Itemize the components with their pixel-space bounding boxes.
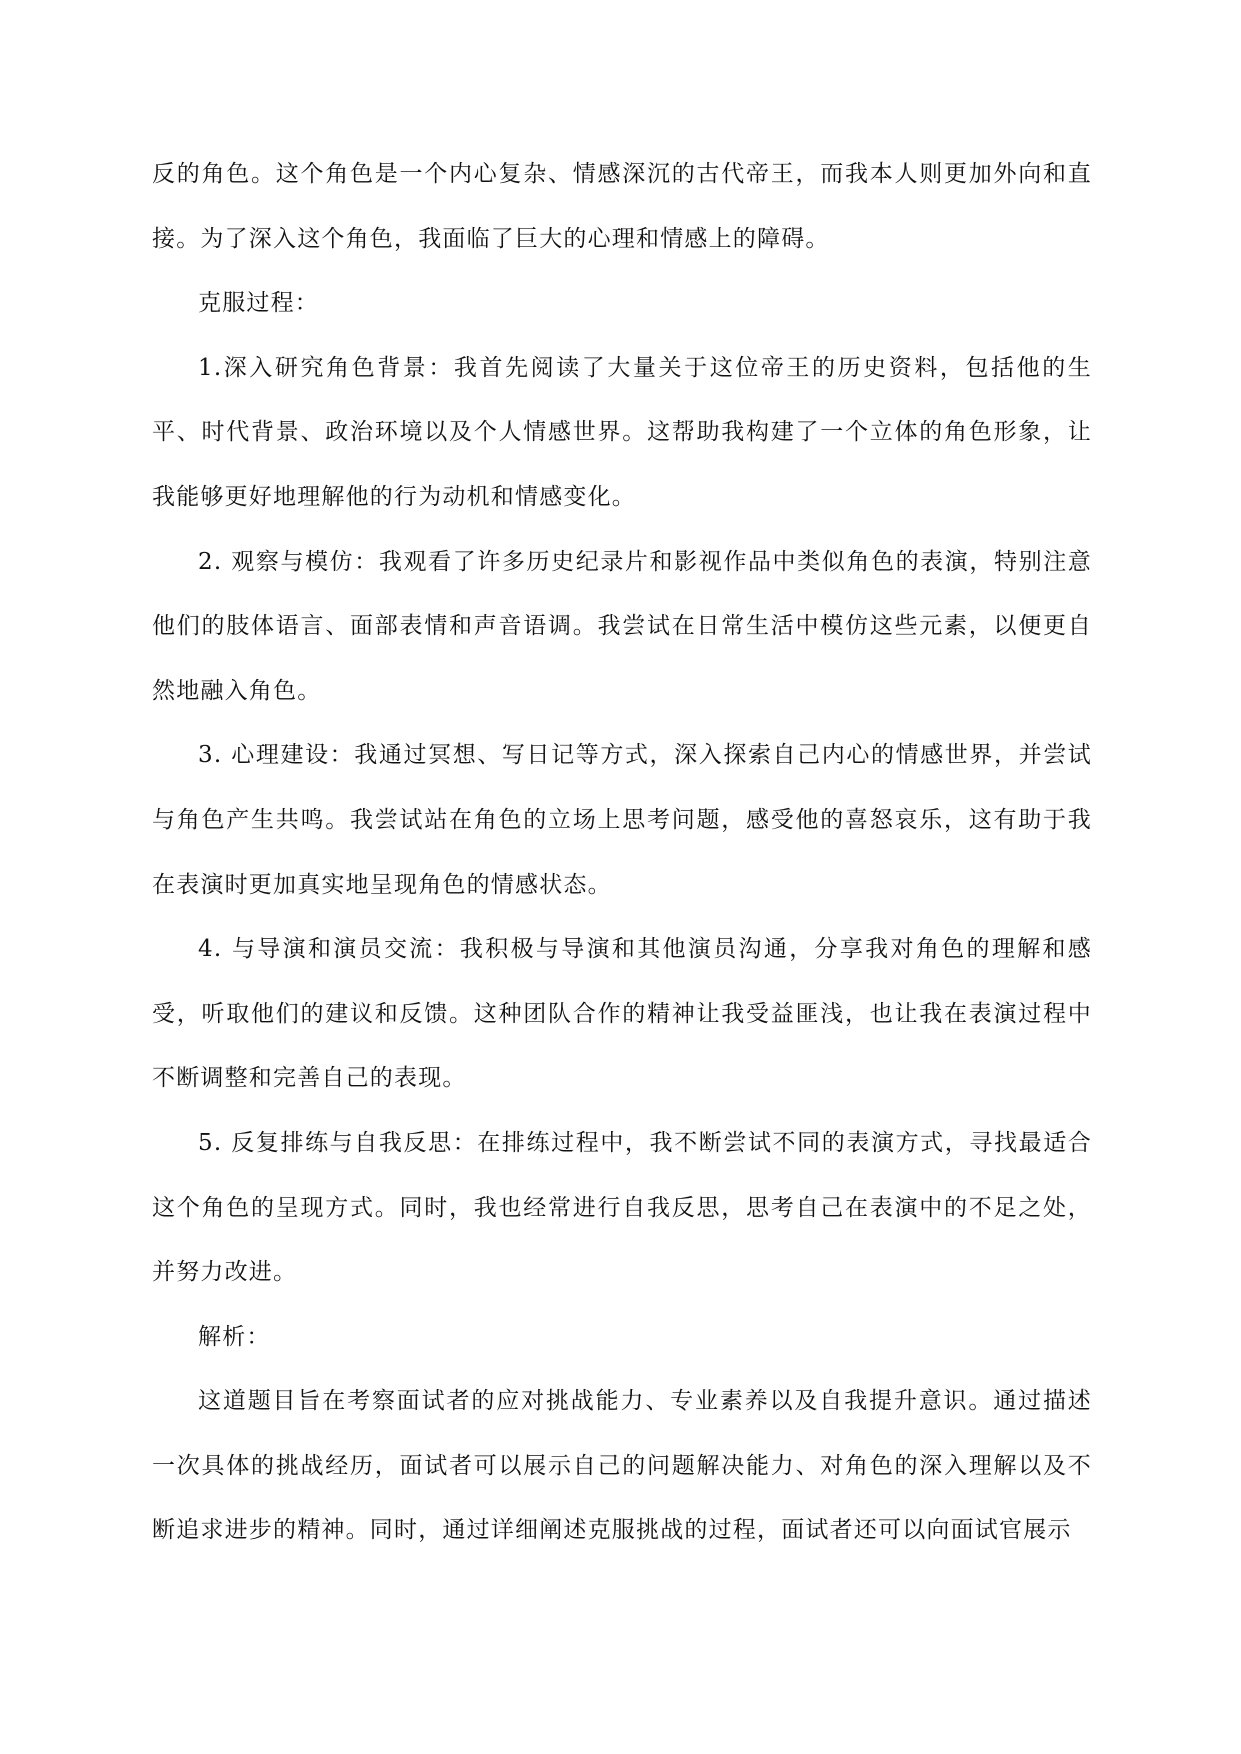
list-item-1: 1.深入研究角色背景：我首先阅读了大量关于这位帝王的历史资料，包括他的生平、时代背景、政治环境以及个人情感世界。这帮助我构建了一个立体的角色形象，让我能够更好地理解他的行为动机和情感变化。 xyxy=(152,354,1092,510)
paragraph-continuation: 反的角色。这个角色是一个内心复杂、情感深沉的古代帝王，而我本人则更加外向和直接。为了深入这个角色，我面临了巨大的心理和情感上的障碍。 xyxy=(152,161,1092,252)
section-heading-overcoming-process: 克服过程： xyxy=(198,290,319,317)
section-heading-analysis: 解析： xyxy=(198,1323,271,1350)
document-body xyxy=(152,142,1092,1563)
list-item-2: 2. 观察与模仿：我观看了许多历史纪录片和影视作品中类似角色的表演，特别注意他们的肢体语言、面部表情和声音语调。我尝试在日常生活中模仿这些元素，以便更自然地融入角色。 xyxy=(152,548,1092,704)
list-item-5: 5. 反复排练与自我反思：在排练过程中，我不断尝试不同的表演方式，寻找最适合这个角色的呈现方式。同时，我也经常进行自我反思，思考自己在表演中的不足之处，并努力改进。 xyxy=(152,1129,1092,1286)
analysis-paragraph: 这道题目旨在考察面试者的应对挑战能力、专业素养以及自我提升意识。通过描述一次具体的挑战经历，面试者可以展示自己的问题解决能力、对角色的深入理解以及不断追求进步的精神。同时，通过详细阐述克服挑战的过程，面试者还可以向面试官展示 xyxy=(152,1388,1092,1544)
list-item-3: 3. 心理建设：我通过冥想、写日记等方式，深入探索自己内心的情感世界，并尝试与角色产生共鸣。我尝试站在角色的立场上思考问题，感受他的喜怒哀乐，这有助于我在表演时更加真实地呈现角色的情感状态。 xyxy=(152,742,1092,898)
list-item-4: 4. 与导演和演员交流：我积极与导演和其他演员沟通，分享我对角色的理解和感受，听取他们的建议和反馈。这种团队合作的精神让我受益匪浅，也让我在表演过程中不断调整和完善自己的表现。 xyxy=(152,936,1092,1092)
